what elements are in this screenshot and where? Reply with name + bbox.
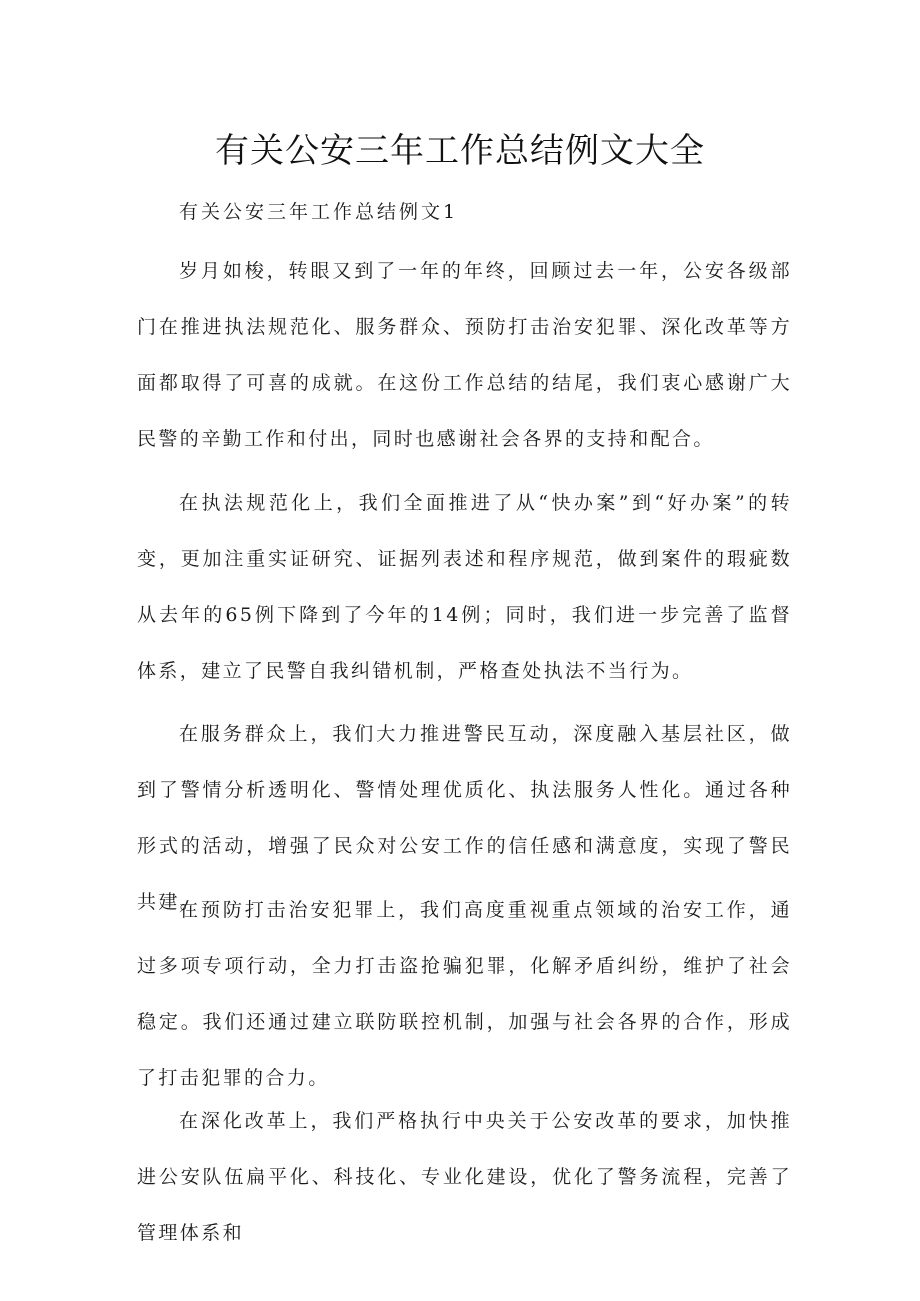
paragraph-law-enforcement: 在执法规范化上，我们全面推进了从“快办案”到“好办案”的转变，更加注重实证研究、证据列表述和程序规范，做到案件的瑕疵数从去年的65例下降到了今年的14例；同时，我们进一步完善了监督体系，建立了民警自我纠错机制，严格查处执法不当行为。: [137, 492, 792, 682]
paragraph-crime-prevention: 在预防打击治安犯罪上，我们高度重视重点领域的治安工作，通过多项专项行动，全力打击盗抢骗犯罪，化解矛盾纠纷，维护了社会稳定。我们还通过建立联防联控机制，加强与社会各界的合作，形成了打击犯罪的合力。: [137, 899, 792, 1089]
document-title: 有关公安三年工作总结例文大全: [215, 131, 705, 171]
paragraph-serving-public: 在服务群众上，我们大力推进警民互动，深度融入基层社区，做到了警情分析透明化、警情处理优质化、执法服务人性化。通过各种形式的活动，增强了民众对公安工作的信任感和满意度，实现了警民共建。: [137, 723, 792, 913]
paragraph-intro: 岁月如梭，转眼又到了一年的年终，回顾过去一年，公安各级部门在推进执法规范化、服务群众、预防打击治安犯罪、深化改革等方面都取得了可喜的成就。在这份工作总结的结尾，我们衷心感谢广大民警的辛勤工作和付出，同时也感谢社会各界的支持和配合。: [137, 260, 792, 450]
paragraph-reform: 在深化改革上，我们严格执行中央关于公安改革的要求，加快推进公安队伍扁平化、科技化、专业化建设，优化了警务流程，完善了管理体系和: [137, 1110, 792, 1244]
section-heading: 有关公安三年工作总结例文1: [179, 201, 459, 223]
